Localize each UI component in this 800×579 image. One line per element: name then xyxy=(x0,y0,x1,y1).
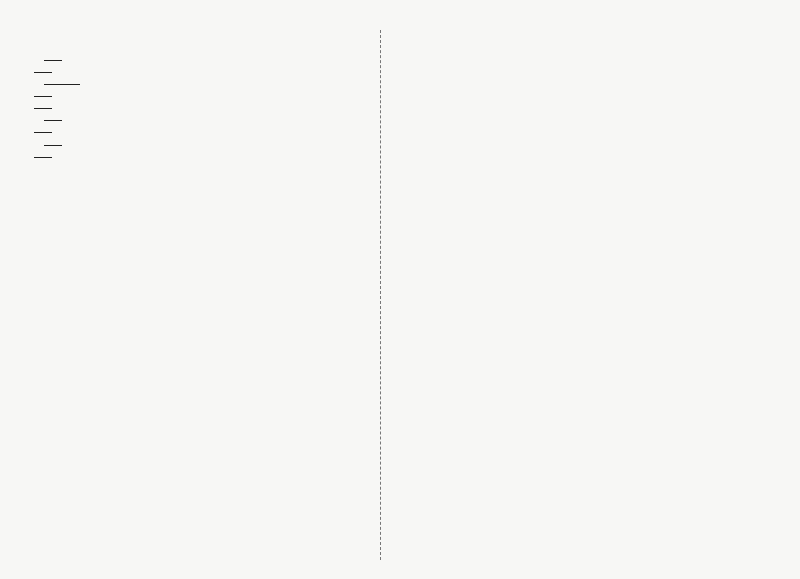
answer-blank xyxy=(44,145,62,146)
cloze-passage xyxy=(34,56,372,161)
answer-blank xyxy=(34,96,52,97)
answer-blank xyxy=(44,84,62,85)
passage-line xyxy=(34,56,372,64)
passage-line xyxy=(34,128,372,136)
answer-blank xyxy=(44,120,62,121)
answer-blank xyxy=(34,108,52,109)
passage-line xyxy=(34,68,372,76)
passage-line xyxy=(34,92,372,100)
answer-blank xyxy=(44,60,62,61)
cloze-options xyxy=(34,165,372,191)
passage-line xyxy=(34,141,372,149)
left-column xyxy=(34,38,372,196)
answer-blank xyxy=(62,84,80,85)
passage-line xyxy=(34,116,372,124)
cloze-options-continued xyxy=(396,38,758,47)
passage-line xyxy=(34,80,372,88)
passage-line xyxy=(34,153,372,161)
passage-line xyxy=(34,104,372,112)
right-column xyxy=(396,38,758,51)
page-divider xyxy=(380,30,381,560)
answer-blank xyxy=(34,72,52,73)
answer-blank xyxy=(34,132,52,133)
answer-blank xyxy=(34,157,52,158)
